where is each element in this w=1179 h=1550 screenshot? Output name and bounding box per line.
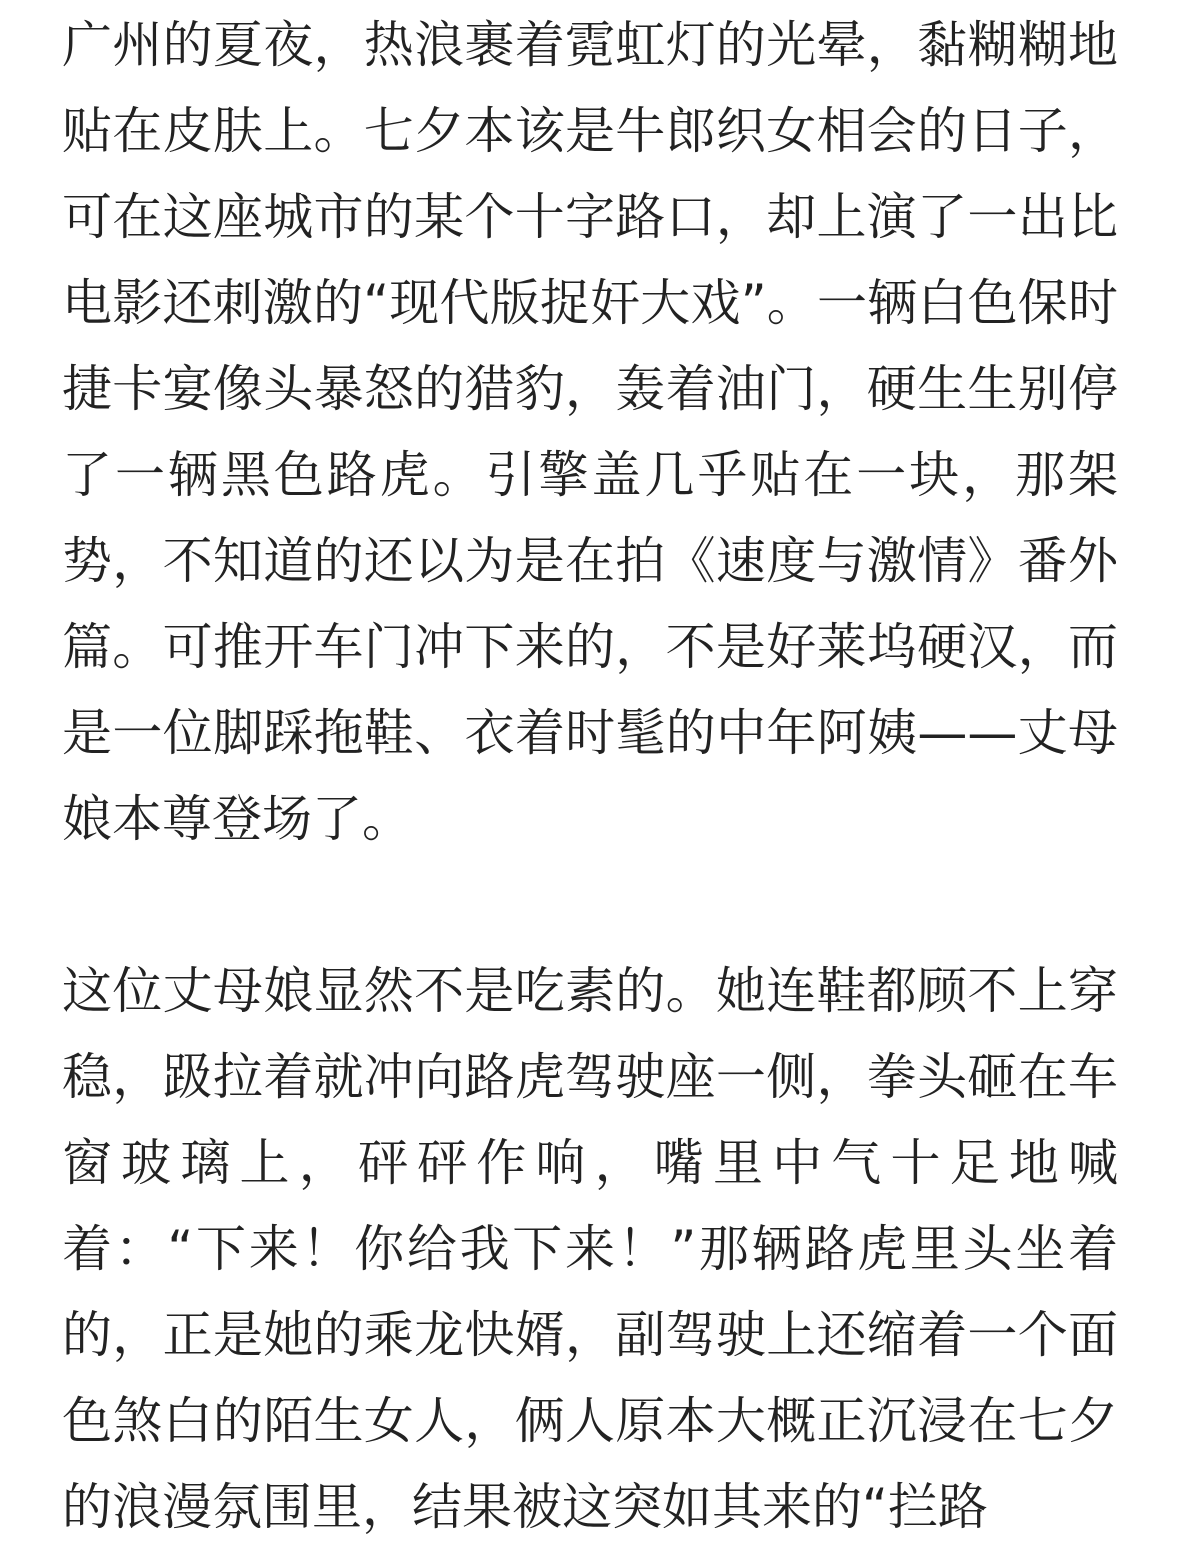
article-paragraph-2: 这位丈母娘显然不是吃素的。她连鞋都顾不上穿稳，趿拉着就冲向路虎驾驶座一侧，拳头砸在车窗玻璃上，砰砰作响，嘴里中气十足地喊着：“下来！你给我下来！”那辆路虎里头坐着的，正是她的乘龙快婿，副驾驶上还缩着一个面色煞白的陌生女人，俩人原本大概正沉浸在七夕的浪漫氛围里，结果被这突如其来的“拦路 — [62, 962, 1118, 1536]
article-paragraph-1: 广州的夏夜，热浪裹着霓虹灯的光晕，黏糊糊地贴在皮肤上。七夕本该是牛郎织女相会的日子，可在这座城市的某个十字路口，却上演了一出比电影还刺激的“现代版捉奸大戏”。一辆白色保时捷卡宴像头暴怒的猎豹，轰着油门，硬生生别停了一辆黑色路虎。引擎盖几乎贴在一块，那架势，不知道的还以为是在拍《速度与激情》番外篇。可推开车门冲下来的，不是好莱坞硬汉，而是一位脚踩拖鞋、衣着时髦的中年阿姨——丈母娘本尊登场了。 — [62, 16, 1118, 848]
article-body — [62, 2, 1118, 1550]
